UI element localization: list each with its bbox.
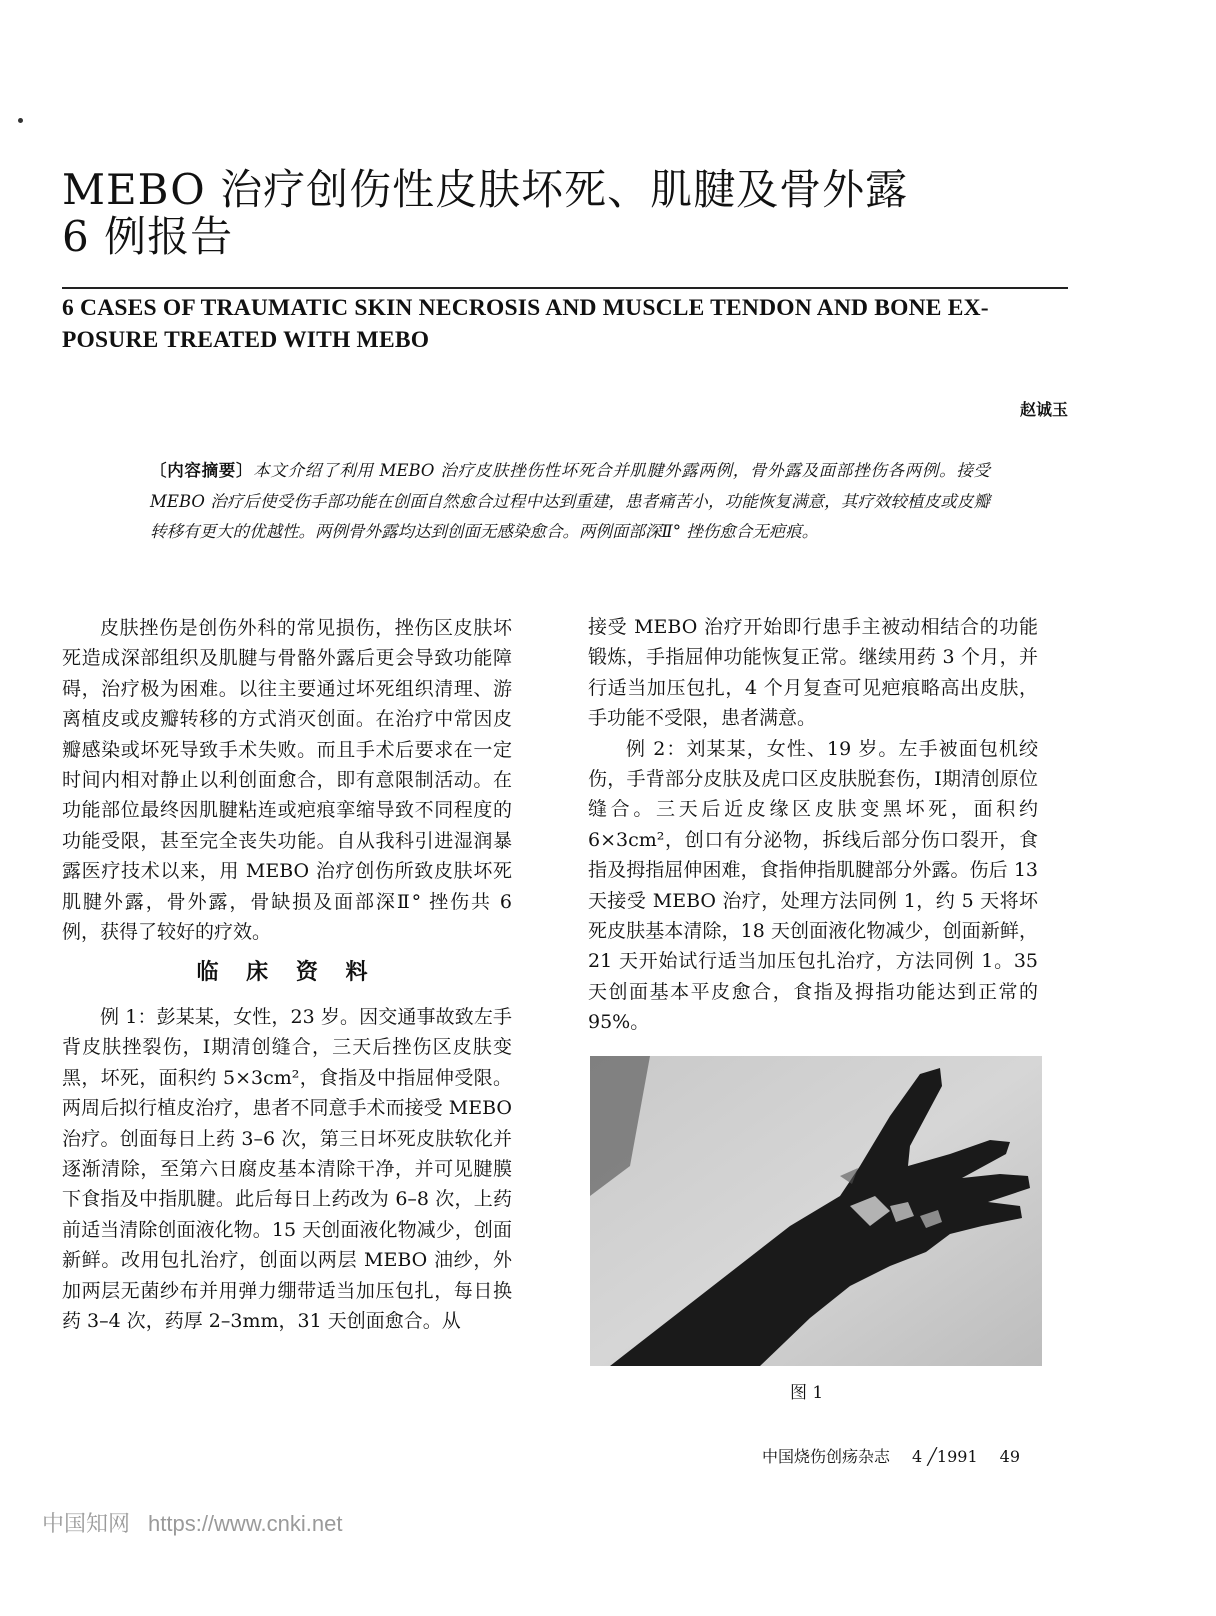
abstract-label: 〔内容摘要〕 xyxy=(150,461,254,480)
article-title-en xyxy=(62,292,1068,356)
hand-photo-image xyxy=(590,1056,1042,1366)
page-footer xyxy=(762,1444,1042,1467)
title-rule xyxy=(62,287,1068,289)
case1-continued-paragraph: 接受 MEBO 治疗开始即行患手主被动相结合的功能锻炼，手指屈伸功能恢复正常。继续用药 3 个月，并行适当加压包扎，4 个月复查可见疤痕略高出皮肤，手功能不受限，患者满意。 xyxy=(588,616,1038,730)
article-title-zh xyxy=(62,166,962,260)
watermark-site-name: 中国知网 xyxy=(42,1511,131,1536)
intro-paragraph: 皮肤挫伤是创伤外科的常见损伤，挫伤区皮肤坏死造成深部组织及肌腱与骨骼外露后更会导致功能障碍，治疗极为困难。以往主要通过坏死组织清理、游离植皮或皮瓣转移的方式消灭创面。在治疗中常因皮瓣感染或坏死导致手术失败。而且手术后要求在一定时间内相对静止以利创面愈合，即有意限制活动。在功能部位最终因肌腱粘连或疤痕挛缩导致不同程度的功能受限，甚至完全丧失功能。自从我科引进湿润暴露医疗技术以来，用 MEBO 治疗创伤所致皮肤坏死肌腱外露，骨外露，骨缺损及面部深Ⅱ° 挫伤共 6 例，获得了较好的疗效。 xyxy=(62,617,512,944)
section-heading: 临 床 资 料 xyxy=(196,959,378,986)
left-column xyxy=(62,613,512,1336)
journal-name: 中国烧伤创疡杂志 xyxy=(762,1447,891,1466)
figure-caption: 图 1 xyxy=(790,1383,824,1403)
abstract-text: 本文介绍了利用 MEBO 治疗皮肤挫伤性坏死合并肌腱外露两例，骨外露及面部挫伤各两例。接受 MEBO 治疗后使受伤手部功能在创面自然愈合过程中达到重建，患者痛苦小，功能恢复满意，其疗效较植皮或皮瓣转移有更大的优越性。两例骨外露均达到创面无感染愈合。两例面部深Ⅱ° 挫伤愈合无疤痕。 xyxy=(150,461,991,541)
abstract xyxy=(150,456,990,548)
author-name: 赵诚玉 xyxy=(1019,400,1068,419)
right-column xyxy=(588,612,1038,1038)
watermark-url: https://www.cnki.net xyxy=(148,1511,343,1536)
issue-label: 4 ╱1991 xyxy=(912,1447,978,1466)
title-en-line1: 6 CASES OF TRAUMATIC SKIN NECROSIS AND MUSCLE TENDON AND BONE EX- xyxy=(62,295,989,321)
case2-paragraph: 例 2：刘某某，女性、19 岁。左手被面包机绞伤，手背部分皮肤及虎口区皮肤脱套伤，Ⅰ期清创原位缝合。三天后近皮缘区皮肤变黑坏死，面积约 6×3cm²，创口有分泌物，拆线后部分伤口裂开，食指及拇指屈伸困难，食指伸指肌腱部分外露。伤后 13 天接受 MEBO 治疗，处理方法同例 1，约 5 天将坏死皮肤基本清除，18 天创面液化物减少，创面新鲜，21 天开始试行适当加压包扎治疗，方法同例 1。35 天创面基本平皮愈合，食指及拇指功能达到正常的 95%。 xyxy=(588,737,1038,1034)
title-zh-line2: 6 例报告 xyxy=(62,212,234,261)
case1-paragraph: 例 1：彭某某，女性，23 岁。因交通事故致左手背皮肤挫裂伤，Ⅰ期清创缝合，三天后挫伤区皮肤变黑，坏死，面积约 5×3cm²，食指及中指屈伸受限。两周后拟行植皮治疗，患者不同意手术而接受 MEBO 治疗。创面每日上药 3–6 次，第三日坏死皮肤软化并逐渐清除，至第六日腐皮基本清除干净，并可见腱膜下食指及中指肌腱。此后每日上药改为 6–8 次，上药前适当清除创面液化物。15 天创面液化物减少，创面新鲜。改用包扎治疗，创面以两层 MEBO 油纱，外加两层无菌纱布并用弹力绷带适当加压包扎，每日换药 3–4 次，药厚 2–3mm，31 天创面愈合。从 xyxy=(62,1005,512,1332)
title-en-line2: POSURE TREATED WITH MEBO xyxy=(62,327,430,353)
figure-hand-photo xyxy=(590,1056,1042,1366)
title-zh-line1: MEBO 治疗创伤性皮肤坏死、肌腱及骨外露 xyxy=(62,165,909,214)
cnki-watermark xyxy=(42,1507,360,1538)
scan-mark xyxy=(18,118,23,123)
page-number: 49 xyxy=(999,1447,1020,1466)
